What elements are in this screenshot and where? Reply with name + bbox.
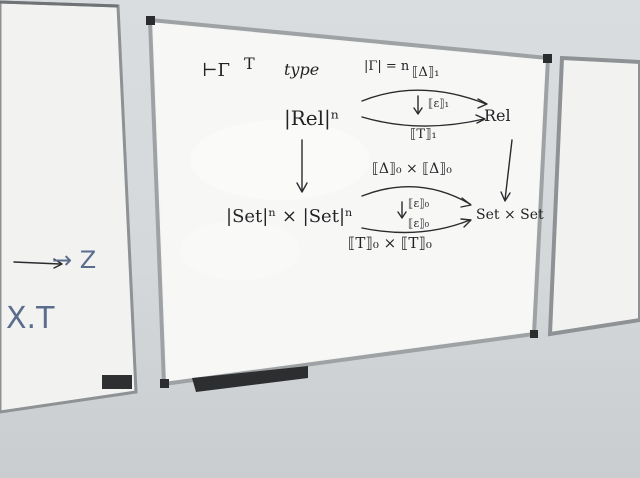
set-power-n: |Set|ⁿ × |Set|ⁿ [226, 206, 353, 227]
rel-target: Rel [484, 106, 511, 125]
header-gamma: ⊢Γ [202, 60, 230, 81]
bottom-arrow-label-top: ⟦T⟧₁ [410, 127, 437, 142]
set-pair-target: Set × Set [476, 207, 544, 223]
top-arrow-label: ⟦Δ⟧₁ [412, 65, 440, 80]
lower-top-label: ⟦Δ⟧₀ × ⟦Δ⟧₀ [372, 161, 452, 177]
mid-arrow-label-top: ⟦ε⟧₁ [428, 97, 450, 110]
eraser [102, 375, 132, 389]
left-board-line2: X.T [6, 301, 55, 336]
rel-power-n: |Rel|ⁿ [284, 106, 340, 130]
header-type: type [284, 60, 320, 79]
lower-mid-label-2: ⟦ε⟧₀ [408, 217, 430, 230]
left-board-line1: → Z [52, 246, 97, 274]
whiteboard-left [0, 2, 136, 412]
whiteboard-right [550, 58, 640, 334]
lower-bottom-label: ⟦T⟧₀ × ⟦T⟧₀ [348, 234, 432, 252]
header-length: |Γ| = n [364, 59, 410, 74]
header-t: T [244, 54, 255, 73]
lower-mid-label: ⟦ε⟧₀ [408, 197, 430, 210]
